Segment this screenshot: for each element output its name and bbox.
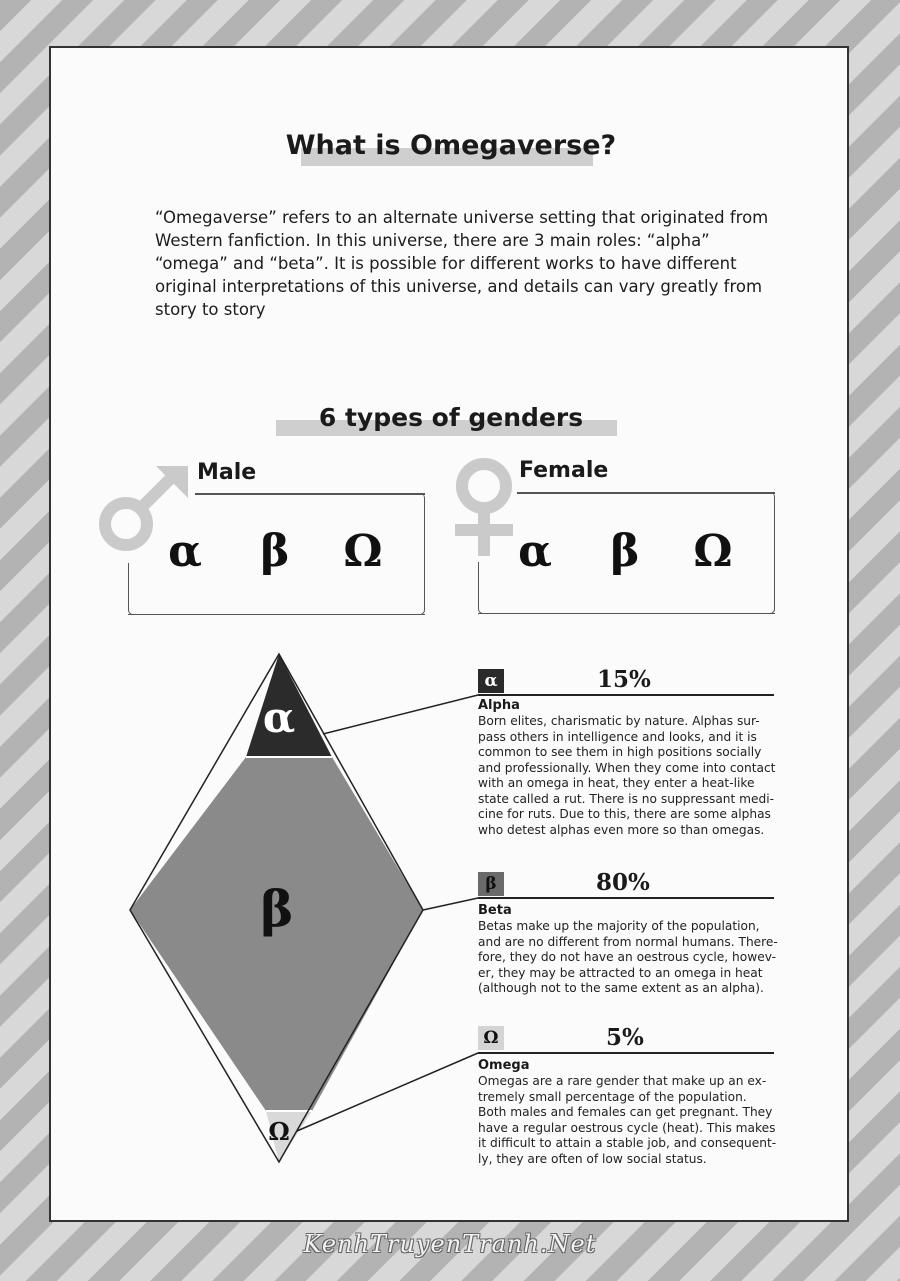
omega-description: Omegas are a rare gender that make up an ex- tremely small percentage of the population. Both males and females can get pregnant. They have a regular oestrous cycle (heat). This makes it difficult to attain a stable job, and consequent- ly, they are often of low social status.	[478, 1074, 777, 1166]
alpha-name: Alpha	[478, 698, 520, 713]
watermark: KenhTruyenTranh.Net	[303, 1230, 597, 1258]
male-omega-symbol: Ω	[343, 526, 383, 577]
diamond-beta-label: β	[260, 879, 294, 938]
diamond-alpha-label: α	[262, 693, 296, 742]
population-diamond	[51, 48, 851, 1224]
intro-paragraph: “Omegaverse” refers to an alternate universe setting that originated from Western fanfiction. In this universe, there are 3 main roles: “alpha” “omega” and “beta”. It is possible for different works to have different original interpretations of this universe, and details can vary greatly from story to story	[155, 208, 769, 319]
female-alpha-symbol: α	[518, 526, 552, 577]
diamond-omega-label: Ω	[268, 1117, 290, 1146]
beta-percent: 80%	[596, 869, 650, 896]
beta-name: Beta	[478, 903, 512, 918]
beta-chip: β	[478, 872, 504, 896]
alpha-chip: α	[478, 669, 504, 693]
female-beta-symbol: β	[610, 526, 640, 577]
male-beta-symbol: β	[260, 526, 290, 577]
male-label: Male	[197, 460, 257, 485]
alpha-connector	[323, 695, 478, 734]
alpha-percent: 15%	[597, 666, 651, 693]
male-alpha-symbol: α	[168, 526, 202, 577]
page-title: What is Omegaverse?	[285, 130, 617, 161]
omega-percent: 5%	[606, 1024, 644, 1051]
info-page	[49, 46, 849, 1222]
female-label: Female	[519, 458, 609, 483]
genders-heading: 6 types of genders	[318, 403, 584, 432]
beta-description: Betas make up the majority of the population, and are no different from normal humans. There- fore, they do not have an oestrous cycle, howev- er, they may be attracted to an omega in heat (although not to the same extent as an alpha).	[478, 919, 778, 995]
omega-chip: Ω	[478, 1026, 504, 1050]
female-omega-symbol: Ω	[693, 526, 733, 577]
beta-rule	[478, 897, 774, 899]
beta-connector	[423, 898, 478, 910]
alpha-rule	[478, 694, 774, 696]
alpha-description: Born elites, charismatic by nature. Alphas sur- pass others in intelligence and looks, and it is common to see them in high positions socially and professionally. When they come into contact with an omega in heat, they enter a heat-like state called a rut. There is no suppressant medi- cine for ruts. Due to this, there are some alphas who detest alphas even more so than omegas.	[478, 714, 776, 837]
omega-name: Omega	[478, 1058, 530, 1073]
omega-rule	[478, 1052, 774, 1054]
